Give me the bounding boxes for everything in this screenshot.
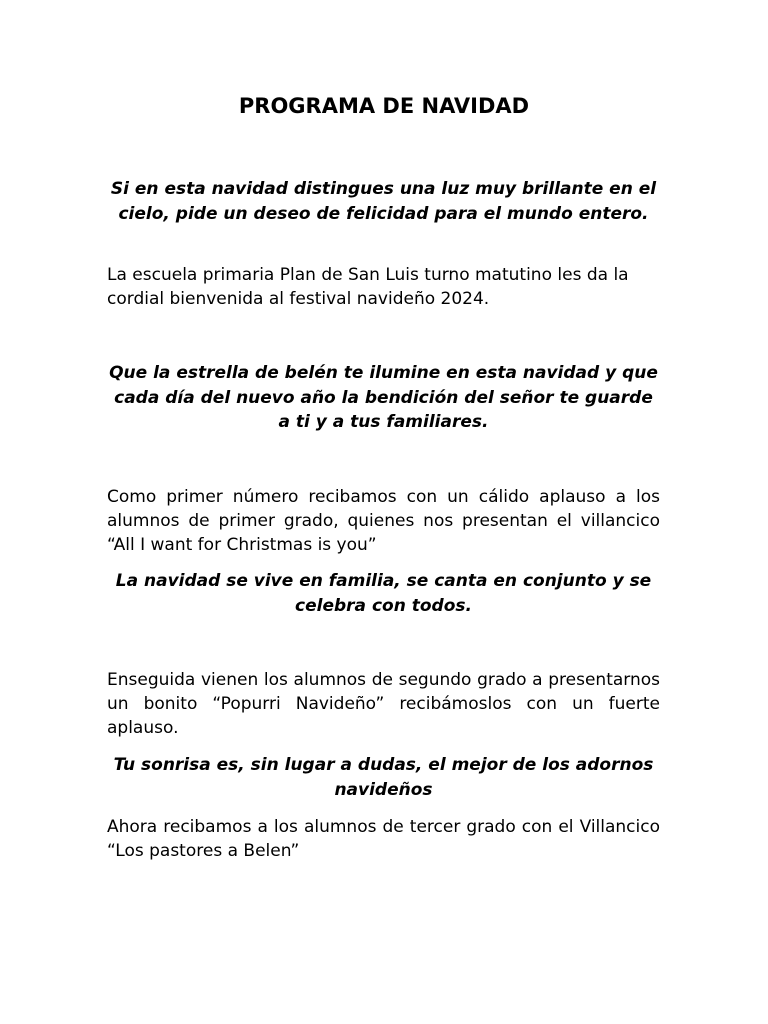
paragraph-second-grade: Enseguida vienen los alumnos de segundo grado a presentarnos un bonito “Popurri Navideño” recibámoslos con un fuerte aplauso. [107, 670, 660, 738]
quote-smile: Tu sonrisa es, sin lugar a dudas, el mejor de los adornos navideños [113, 755, 654, 800]
quote-star-wish: Si en esta navidad distingues una luz muy brillante en el cielo, pide un deseo de felicidad para el mundo entero. [110, 179, 657, 224]
paragraph-first-grade: Como primer número recibamos con un cálido aplauso a los alumnos de primer grado, quienes nos presentan el villancico “All I want for Christmas is you” [107, 487, 660, 555]
paragraph-welcome: La escuela primaria Plan de San Luis turno matutino les da la cordial bienvenida al festival navideño 2024. [107, 265, 629, 309]
quote-bethlehem-star: Que la estrella de belén te ilumine en esta navidad y que cada día del nuevo año la bendición del señor te guarde a ti y a tus familiares. [109, 363, 658, 432]
page-title: PROGRAMA DE NAVIDAD [238, 94, 530, 118]
quote-family: La navidad se vive en familia, se canta en conjunto y se celebra con todos. [115, 571, 652, 616]
paragraph-third-grade: Ahora recibamos a los alumnos de tercer grado con el Villancico “Los pastores a Belen” [107, 817, 660, 861]
